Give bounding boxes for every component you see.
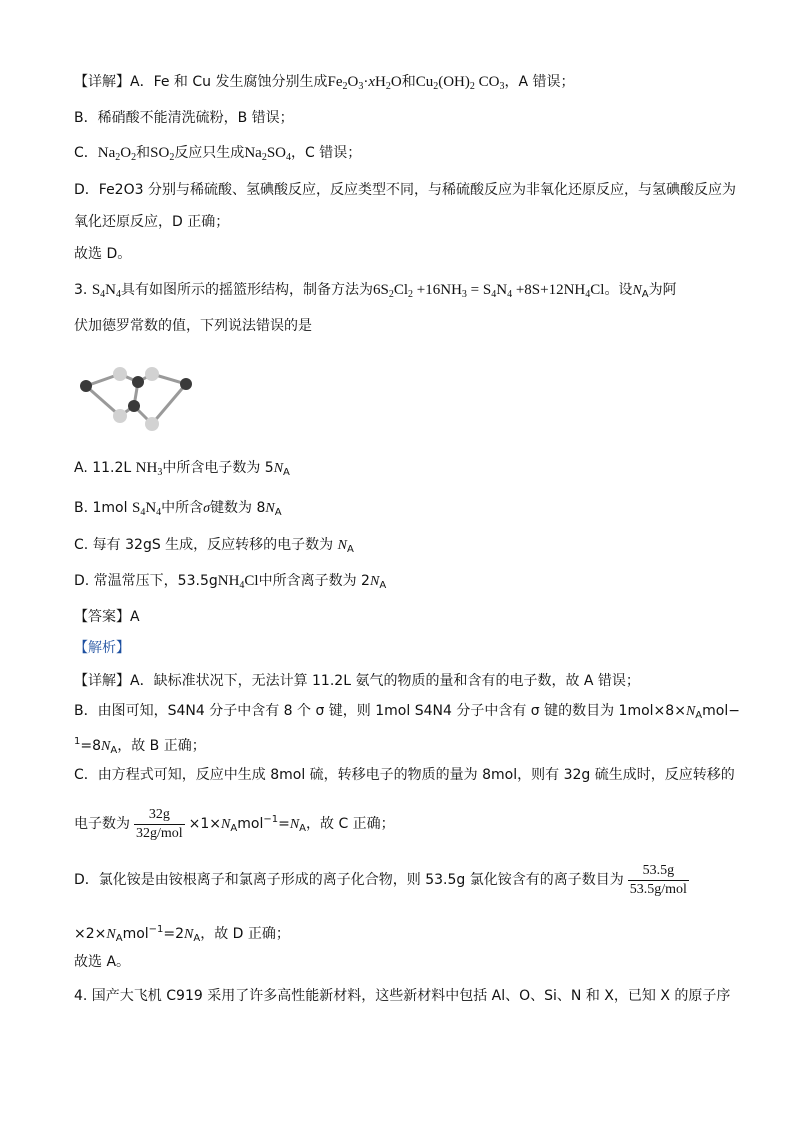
s4n4-cradle-structure-figure (74, 360, 204, 432)
detail-conclusion: 故选 A。 (74, 954, 131, 970)
question-3-stem-line-2: 伏加德罗常数的值，下列说法错误的是 (74, 318, 312, 334)
analysis-heading: 【解析】 (74, 640, 130, 656)
nitrogen-atom (132, 376, 144, 388)
explain-line-2: B．稀硝酸不能清洗硫粉，B 错误； (74, 110, 294, 126)
detail-line-d-cont: $\times 2\times N_Amol^{-1}=2N_A$，故 D 正确； (74, 924, 290, 944)
detail-label: 【详解】 (74, 74, 130, 90)
explain-line-5: 氧化还原反应，D 正确； (74, 214, 230, 230)
question-4-stem: 4. 国产大飞机 C919 采用了许多高性能新材料，这些新材料中包括 Al、O、Si、N 和 X，已知 X 的原子序 (74, 988, 731, 1004)
formula-na2so4: $Na_2SO_4$ (244, 145, 291, 163)
formula-s4n4: $S_4N_4$ (91, 282, 121, 300)
explain-line-1: 【详解】A．Fe 和 Cu 发生腐蚀分别生成$Fe_2O_3\cdot xH_2O$和$Cu_2(OH)_2$ $CO_3$，A 错误； (74, 74, 575, 92)
sulfur-atom (145, 367, 159, 381)
formula-nh3: $NH_3$ (135, 460, 163, 478)
sulfur-atom (113, 367, 127, 381)
detail-line-c: C．由方程式可知，反应中生成 8mol 硫，转移电子的物质的量为 8mol，则有 32g 硫生成时，反应转移的 (74, 767, 735, 783)
reaction-equation: $6S_2Cl_2 +16NH_3 = S_4N_4 +8S+12NH_4Cl$ (373, 282, 605, 300)
detail-line-a: 【详解】A．缺标准状况下，无法计算 11.2L 氨气的物质的量和含有的电子数，故 A 错误； (74, 673, 640, 689)
fraction-32g: $\frac{32g}{\text{32g/mol}}$ (136, 806, 183, 841)
option-d: D. 常温常压下，53.5gNH$_4$Cl中所含离子数为 $2N_A$ (74, 573, 387, 591)
nitrogen-atom (180, 378, 192, 390)
explain-line-6: 故选 D。 (74, 246, 132, 262)
detail-line-b-cont: $^1=8N_A$，故 B 正确； (74, 736, 206, 756)
detail-line-c-fraction: 电子数为 $\frac{32g}{\text{32g/mol}}$ $\times 1\times N_Amol^{-1}=N_A$，故 C 正确； (74, 806, 395, 841)
detail-line-b: B．由图可知，S4N4 分子中含有 8 个 σ 键，则 1mol S4N4 分子中含有 σ 键的数目为 $1mol\times 8\times N_Amol-$ (74, 703, 740, 721)
option-c: C. 每有 32gS 生成，反应转移的电子数为 $N_A$ (74, 537, 354, 555)
fraction-53-5g: $\frac{53.5g}{\text{53.5g/mol}}$ (629, 862, 687, 897)
formula-so2: $SO_2$ (150, 145, 175, 163)
answer-line: 【答案】A (74, 609, 140, 625)
sulfur-atom (113, 409, 127, 423)
formula-fe2o3-xh2o: $Fe_2O_3\cdot xH_2O$ (327, 74, 402, 92)
detail-line-d: D．氯化铵是由铵根离子和氯离子形成的离子化合物，则 53.5g 氯化铵含有的离子数目为 $\frac{53.5g}{\text{53.5g/mol}}$ (74, 862, 687, 897)
sulfur-atom (145, 417, 159, 431)
option-b: B. 1mol $S_4N_4$中所含σ键数为 $8N_A$ (74, 500, 282, 518)
nitrogen-atom (80, 380, 92, 392)
question-3-stem: 3. $S_4N_4$具有如图所示的摇篮形结构，制备方法为$6S_2Cl_2 +16NH_3 = S_4N_4 +8S+12NH_4Cl$。设$N_A$为阿 (74, 282, 677, 300)
formula-cu2oh2co3: $Cu_2(OH)_2$ $CO_3$ (415, 74, 505, 92)
nitrogen-atom (128, 400, 140, 412)
explain-line-4: D．Fe2O3 分别与稀硫酸、氢碘酸反应，反应类型不同，与稀硫酸反应为非氧化还原反应，与氢碘酸反应为 (74, 182, 736, 198)
formula-na2o2: $Na_2O_2$ (97, 145, 137, 163)
option-a: A. 11.2L $NH_3$中所含电子数为 $5N_A$ (74, 460, 290, 478)
formula-nh4cl: $NH_4Cl$ (217, 573, 259, 591)
explain-line-3: C．$Na_2O_2$和$SO_2$反应只生成$Na_2SO_4$，C 错误； (74, 145, 362, 163)
